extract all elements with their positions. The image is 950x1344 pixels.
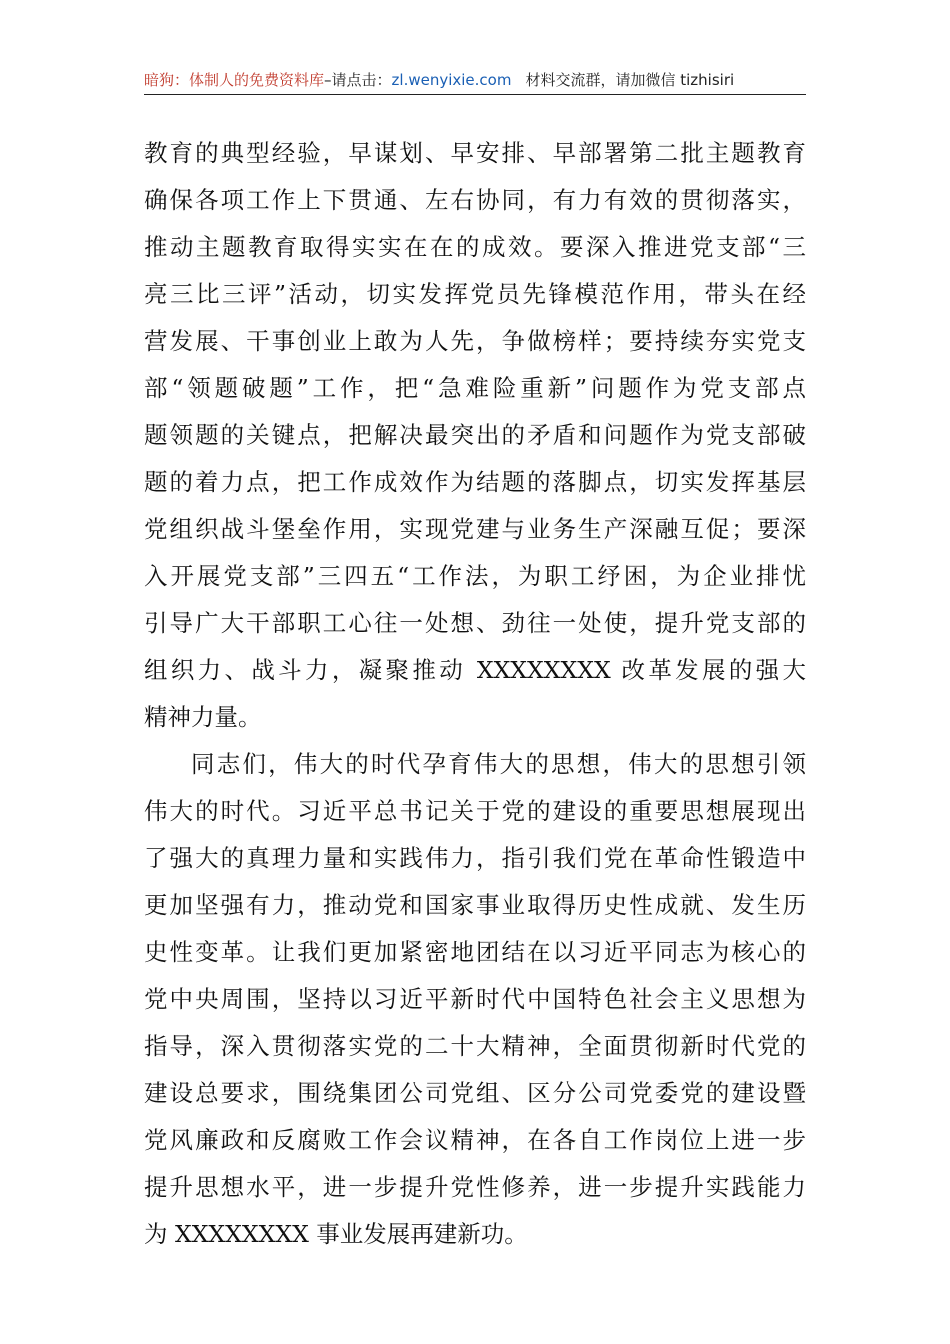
header-brand: 暗狗：体制人的免费资料库 — [144, 71, 325, 89]
document-body — [144, 130, 806, 1258]
text-line: 指导，深入贯彻落实党的二十大精神，全面贯彻新时代党的 — [144, 1032, 806, 1060]
text-line: 为 XXXXXXXX 事业发展再建新功。 — [144, 1220, 528, 1248]
text-line: 组织力、战斗力，凝聚推动 XXXXXXXX 改革发展的强大 — [144, 656, 806, 684]
text-line: 伟大的时代。习近平总书记关于党的建设的重要思想展现出 — [144, 797, 806, 825]
text-line: 党组织战斗堡垒作用，实现党建与业务生产深融互促；要深 — [144, 515, 806, 543]
text-line: 入开展党支部”三四五“工作法，为职工纾困，为企业排忧 — [144, 562, 806, 590]
text-line: 亮三比三评”活动，切实发挥党员先锋模范作用，带头在经 — [144, 280, 806, 308]
text-line: 题的着力点，把工作成效作为结题的落脚点，切实发挥基层 — [144, 468, 806, 496]
text-line: 党中央周围，坚持以习近平新时代中国特色社会主义思想为 — [144, 985, 806, 1013]
text-line: 题领题的关键点，把解决最突出的矛盾和问题作为党支部破 — [144, 421, 806, 449]
header-prompt: –请点击： — [324, 71, 392, 89]
paragraph-1 — [144, 130, 806, 741]
text-line: 史性变革。让我们更加紧密地团结在以习近平同志为核心的 — [144, 938, 806, 966]
text-line: 部“领题破题”工作，把“急难险重新”问题作为党支部点 — [144, 374, 806, 402]
paragraph-2 — [144, 741, 806, 1258]
header-link[interactable]: zl.wenyixie.com — [391, 71, 512, 89]
text-line: 更加坚强有力，推动党和国家事业取得历史性成就、发生历 — [144, 891, 806, 919]
text-line: 了强大的真理力量和实践伟力，指引我们党在革命性锻造中 — [144, 844, 806, 872]
text-line: 推动主题教育取得实实在在的成效。要深入推进党支部“三 — [144, 233, 806, 261]
text-line: 营发展、干事创业上敢为人先，争做榜样；要持续夯实党支 — [144, 327, 806, 355]
text-line: 同志们，伟大的时代孕育伟大的思想，伟大的思想引领 — [191, 750, 806, 778]
text-line: 教育的典型经验，早谋划、早安排、早部署第二批主题教育 — [144, 139, 806, 167]
text-line: 提升思想水平，进一步提升党性修养，进一步提升实践能力 — [144, 1173, 806, 1201]
header-contact: 材料交流群，请加微信 tizhisiri — [525, 71, 735, 89]
text-line: 建设总要求，围绕集团公司党组、区分公司党委党的建设暨 — [144, 1079, 806, 1107]
text-line: 引导广大干部职工心往一处想、劲往一处使，提升党支部的 — [144, 609, 806, 637]
page-header — [144, 66, 806, 95]
text-line: 党风廉政和反腐败工作会议精神，在各自工作岗位上进一步 — [144, 1126, 806, 1154]
text-line: 精神力量。 — [144, 703, 262, 731]
text-line: 确保各项工作上下贯通、左右协同，有力有效的贯彻落实， — [144, 186, 806, 214]
